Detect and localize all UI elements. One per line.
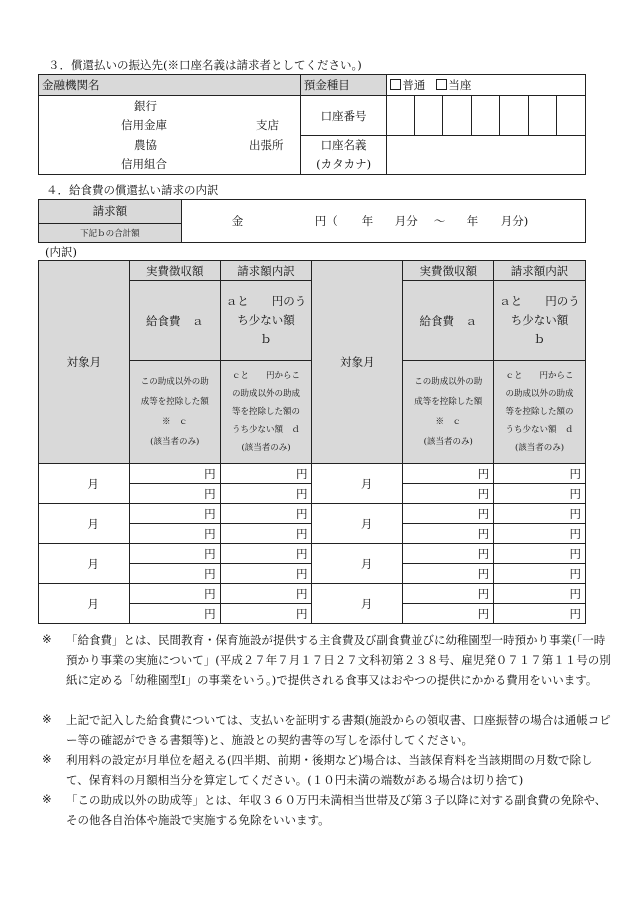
month-cell[interactable]: 月 [39, 464, 130, 504]
b-line1: ａと 円のう [225, 294, 307, 308]
yen-cell[interactable]: 円 [220, 504, 312, 524]
naiyaku-label: (内訳) [45, 245, 77, 259]
actual-header-right: 実費徴収額 [403, 261, 494, 281]
request-amount-field[interactable] [181, 200, 585, 243]
b-line2: ち少ない額 [510, 313, 569, 327]
yen-cell[interactable]: 円 [220, 584, 312, 604]
d-line: 等を控除した額の [505, 407, 574, 417]
account-digit-2[interactable] [414, 96, 443, 136]
shiten-label: 支店 [256, 118, 279, 132]
yen-cell[interactable]: 円 [129, 484, 220, 504]
bank-name-field[interactable] [39, 96, 301, 175]
d-header-right [494, 361, 586, 464]
deposit-type-label: 預金種目 [300, 75, 387, 96]
request-amount-table [38, 199, 586, 243]
nokyo-label: 農協 [134, 138, 157, 152]
yen-cell[interactable]: 円 [494, 544, 586, 564]
shucchojo-label: 出張所 [249, 138, 284, 152]
yen-cell[interactable]: 円 [403, 604, 494, 624]
month2-label: 月分) [500, 214, 529, 228]
yen-cell[interactable]: 円 [129, 564, 220, 584]
shinyo-kinko-label: 信用金庫 [121, 118, 167, 132]
yen-cell[interactable]: 円 [220, 604, 312, 624]
kin-label: 金 [231, 214, 244, 228]
month-cell[interactable]: 月 [39, 504, 130, 544]
request-header-left: 請求額内訳 [220, 261, 312, 281]
c-header-left [129, 361, 220, 464]
account-digit-7[interactable] [557, 96, 586, 136]
meal-fee-a-right: 給食費 ａ [403, 281, 494, 361]
yen-cell[interactable]: 円 [220, 464, 312, 484]
yen-cell[interactable]: 円 [494, 524, 586, 544]
month-cell[interactable]: 月 [312, 544, 403, 584]
target-month-header-right: 対象月 [312, 261, 403, 464]
table-row [39, 584, 586, 604]
tilde-label: 〜 [433, 214, 446, 228]
ginko-label: 銀行 [134, 99, 157, 113]
month-cell[interactable]: 月 [312, 504, 403, 544]
c-line: 成等を控除した額 [414, 397, 483, 407]
request-amount-sub: 下記ｂの合計額 [39, 223, 182, 242]
account-digit-6[interactable] [528, 96, 557, 136]
deposit-type-options [387, 75, 586, 96]
month-cell[interactable]: 月 [39, 544, 130, 584]
yen-cell[interactable]: 円 [494, 584, 586, 604]
d-line: 等を控除した額の [232, 407, 301, 417]
d-line: (該当者のみ) [514, 443, 565, 453]
yen-cell[interactable]: 円 [129, 504, 220, 524]
breakdown-table [38, 260, 586, 624]
d-line: ｃと 円からこ [232, 371, 301, 381]
current-label: 当座 [448, 78, 472, 92]
b-header-left [220, 281, 312, 361]
month-cell[interactable]: 月 [312, 464, 403, 504]
yen-cell[interactable]: 円 [129, 604, 220, 624]
note-text: 上記で記入した給食費については、支払いを証明する書類(施設からの領収書、口座振替の場合は通帳コピー等の確認ができる書類等)と、施設との契約書等の写しを添付してください。 [66, 713, 611, 747]
b-line3: ｂ [533, 332, 546, 346]
d-line: うち少ない額 ｄ [232, 425, 301, 435]
b-line3: ｂ [260, 332, 272, 346]
d-header-left [220, 361, 312, 464]
yen-cell[interactable]: 円 [220, 544, 312, 564]
month-cell[interactable]: 月 [39, 584, 130, 624]
yen-cell[interactable]: 円 [129, 584, 220, 604]
meal-fee-a-left: 給食費 ａ [129, 281, 220, 361]
c-line: (該当者のみ) [423, 437, 473, 447]
section4-heading: ４．給食費の償還払い請求の内訳 [46, 183, 219, 197]
note-text: 「給食費」とは、民間教育・保育施設が提供する主食費及び副食費並びに幼稚園型一時預かり事業(「一時預かり事業の実施について」(平成２７年７月１７日２７文科初第２３８号、雇児発０７１７第１１号の別紙に定める「幼稚園型Ⅰ」の事業をいう。)で提供される食事又はおやつの提供にかかる費用をいいます。 [66, 633, 611, 687]
bank-transfer-table [38, 74, 586, 175]
yen-cell[interactable]: 円 [494, 504, 586, 524]
d-line: の助成以外の助成 [232, 389, 301, 399]
yen-cell[interactable]: 円 [403, 464, 494, 484]
yen-open-label: 円（ [314, 214, 338, 228]
month1-label: 月分 [394, 214, 418, 228]
yen-cell[interactable]: 円 [129, 524, 220, 544]
ordinary-label: 普通 [402, 78, 426, 92]
yen-cell[interactable]: 円 [494, 484, 586, 504]
account-name-label: 口座名義 [320, 138, 367, 152]
month-cell[interactable]: 月 [312, 584, 403, 624]
yen-cell[interactable]: 円 [220, 484, 312, 504]
yen-cell[interactable]: 円 [403, 544, 494, 564]
table-row [39, 464, 586, 484]
d-line: ｃと 円からこ [505, 371, 574, 381]
b-line1: ａと 円のう [499, 294, 580, 308]
year2-label: 年 [466, 214, 479, 228]
yen-cell[interactable]: 円 [220, 564, 312, 584]
yen-cell[interactable]: 円 [403, 564, 494, 584]
yen-cell[interactable]: 円 [403, 584, 494, 604]
yen-cell[interactable]: 円 [403, 484, 494, 504]
account-name-field[interactable] [387, 136, 586, 175]
account-number-label: 口座番号 [300, 96, 387, 136]
table-row [39, 544, 586, 564]
note-mark: ※ [42, 752, 52, 766]
note-text: 「この助成以外の助成等」とは、年収３６０万円未満相当世帯及び第３子以降に対する副食費の免除や、その他各自治体や施設で実施する免除をいいます。 [66, 793, 607, 827]
account-digit-5[interactable] [500, 96, 529, 136]
account-name-label-cell [300, 136, 387, 175]
d-line: の助成以外の助成 [505, 389, 574, 399]
c-line: この助成以外の助 [414, 377, 483, 387]
d-line: (該当者のみ) [241, 443, 291, 453]
account-digit-3[interactable] [443, 96, 472, 136]
account-digit-4[interactable] [471, 96, 500, 136]
yen-cell[interactable]: 円 [494, 564, 586, 584]
note-mark: ※ [42, 712, 52, 726]
account-digit-1[interactable] [387, 96, 415, 136]
c-line: この助成以外の助 [140, 377, 209, 387]
c-line: (該当者のみ) [150, 437, 200, 447]
yen-cell[interactable]: 円 [129, 544, 220, 564]
yen-cell[interactable]: 円 [403, 504, 494, 524]
d-line: うち少ない額 ｄ [505, 425, 574, 435]
b-line2: ち少ない額 [237, 313, 295, 327]
c-line: 成等を控除した額 [140, 397, 209, 407]
current-checkbox[interactable] [436, 79, 447, 90]
yen-cell[interactable]: 円 [220, 524, 312, 544]
c-line: ※ ｃ [161, 417, 188, 427]
section3-heading: ３．償還払いの振込先(※口座名義は請求者としてください。) [48, 58, 362, 72]
note-text: 利用料の設定が月単位を超える(四半期、前期・後期など)場合は、当該保育料を当該期間の月数で除して、保育料の月額相当分を算定してください。(１０円未満の端数がある場合は切り捨て) [66, 753, 593, 787]
request-header-right: 請求額内訳 [494, 261, 586, 281]
yen-cell[interactable]: 円 [129, 464, 220, 484]
actual-header-left: 実費徴収額 [129, 261, 220, 281]
target-month-header-left: 対象月 [39, 261, 130, 464]
bank-name-label: 金融機関名 [39, 75, 301, 96]
ordinary-checkbox[interactable] [390, 79, 401, 90]
b-header-right [494, 281, 586, 361]
note-mark: ※ [42, 792, 52, 806]
request-amount-label: 請求額 [39, 200, 182, 224]
c-header-right [403, 361, 494, 464]
account-name-kana: (カタカナ) [316, 157, 372, 171]
c-line: ※ ｃ [435, 417, 461, 427]
yen-cell[interactable]: 円 [494, 464, 586, 484]
table-row [39, 504, 586, 524]
shinyo-kumiai-label: 信用組合 [121, 157, 167, 171]
yen-cell[interactable]: 円 [403, 524, 494, 544]
year1-label: 年 [361, 214, 374, 228]
yen-cell[interactable]: 円 [494, 604, 586, 624]
note-mark: ※ [42, 632, 52, 646]
